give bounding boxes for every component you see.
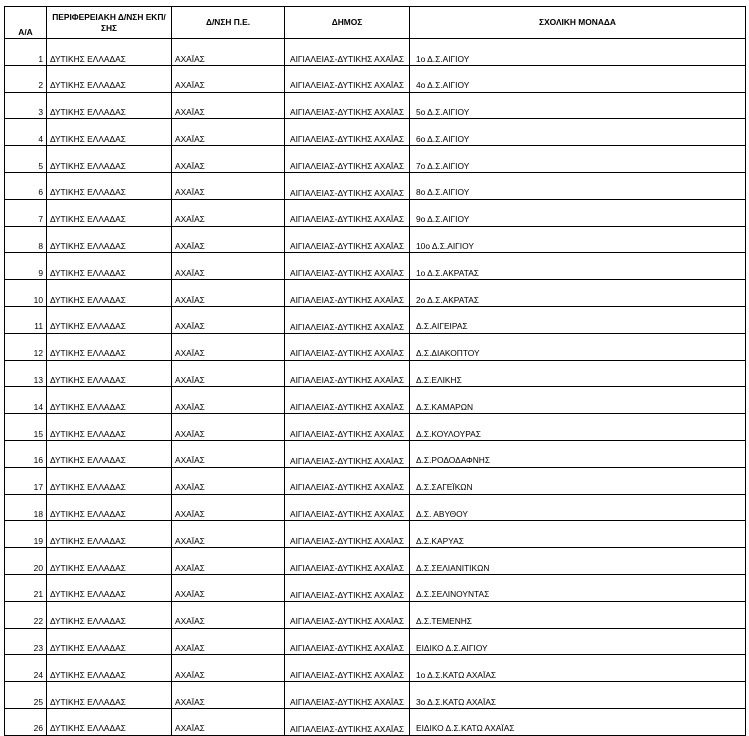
- cell-perifereiaki: ΔΥΤΙΚΗΣ ΕΛΛΑΔΑΣ: [47, 65, 172, 92]
- cell-dimos: ΑΙΓΙΑΛΕΙΑΣ-ΔΥΤΙΚΗΣ ΑΧΑΪΑΣ: [285, 226, 410, 253]
- cell-sxoliki-monada: 9ο Δ.Σ.ΑΙΓΙΟΥ: [410, 199, 746, 226]
- cell-dnsh-pe: ΑΧΑΪΑΣ: [172, 628, 285, 655]
- cell-aa: 25: [5, 682, 47, 709]
- table-row: [5, 521, 746, 548]
- cell-dimos: ΑΙΓΙΑΛΕΙΑΣ-ΔΥΤΙΚΗΣ ΑΧΑΪΑΣ: [285, 521, 410, 548]
- cell-sxoliki-monada: Δ.Σ.ΔΙΑΚΟΠΤΟΥ: [410, 333, 746, 360]
- table-row: [5, 414, 746, 441]
- cell-aa: 9: [5, 253, 47, 280]
- cell-perifereiaki: ΔΥΤΙΚΗΣ ΕΛΛΑΔΑΣ: [47, 548, 172, 575]
- cell-sxoliki-monada: 2ο Δ.Σ.ΑΚΡΑΤΑΣ: [410, 280, 746, 307]
- cell-dimos: ΑΙΓΙΑΛΕΙΑΣ-ΔΥΤΙΚΗΣ ΑΧΑΪΑΣ: [285, 119, 410, 146]
- cell-sxoliki-monada: 4ο Δ.Σ.ΑΙΓΙΟΥ: [410, 65, 746, 92]
- cell-sxoliki-monada: Δ.Σ.ΣΑΓΕΪΚΩΝ: [410, 467, 746, 494]
- cell-dimos: ΑΙΓΙΑΛΕΙΑΣ-ΔΥΤΙΚΗΣ ΑΧΑΪΑΣ: [285, 494, 410, 521]
- cell-sxoliki-monada: Δ.Σ. ΑΒΥΘΟΥ: [410, 494, 746, 521]
- cell-perifereiaki: ΔΥΤΙΚΗΣ ΕΛΛΑΔΑΣ: [47, 306, 172, 333]
- cell-sxoliki-monada: 7ο Δ.Σ.ΑΙΓΙΟΥ: [410, 146, 746, 173]
- cell-sxoliki-monada: 3ο Δ.Σ.ΚΑΤΩ ΑΧΑΪΑΣ: [410, 682, 746, 709]
- cell-dnsh-pe: ΑΧΑΪΑΣ: [172, 574, 285, 601]
- table-row: [5, 548, 746, 575]
- cell-dimos: ΑΙΓΙΑΛΕΙΑΣ-ΔΥΤΙΚΗΣ ΑΧΑΪΑΣ: [285, 39, 410, 66]
- cell-sxoliki-monada: ΕΙΔΙΚΟ Δ.Σ.ΚΑΤΩ ΑΧΑΪΑΣ: [410, 708, 746, 735]
- cell-perifereiaki: ΔΥΤΙΚΗΣ ΕΛΛΑΔΑΣ: [47, 494, 172, 521]
- cell-dimos: ΑΙΓΙΑΛΕΙΑΣ-ΔΥΤΙΚΗΣ ΑΧΑΪΑΣ: [285, 467, 410, 494]
- cell-dimos: ΑΙΓΙΑΛΕΙΑΣ-ΔΥΤΙΚΗΣ ΑΧΑΪΑΣ: [285, 333, 410, 360]
- cell-dimos: ΑΙΓΙΑΛΕΙΑΣ-ΔΥΤΙΚΗΣ ΑΧΑΪΑΣ: [285, 628, 410, 655]
- cell-dimos: ΑΙΓΙΑΛΕΙΑΣ-ΔΥΤΙΚΗΣ ΑΧΑΪΑΣ: [285, 92, 410, 119]
- cell-dimos: ΑΙΓΙΑΛΕΙΑΣ-ΔΥΤΙΚΗΣ ΑΧΑΪΑΣ: [285, 440, 410, 467]
- table-row: [5, 119, 746, 146]
- table-row: [5, 65, 746, 92]
- cell-sxoliki-monada: 8ο Δ.Σ.ΑΙΓΙΟΥ: [410, 172, 746, 199]
- table-row: [5, 467, 746, 494]
- cell-dnsh-pe: ΑΧΑΪΑΣ: [172, 226, 285, 253]
- header-dimos: ΔΗΜΟΣ: [285, 7, 410, 39]
- cell-aa: 14: [5, 387, 47, 414]
- cell-aa: 15: [5, 414, 47, 441]
- table-row: [5, 601, 746, 628]
- cell-dimos: ΑΙΓΙΑΛΕΙΑΣ-ΔΥΤΙΚΗΣ ΑΧΑΪΑΣ: [285, 708, 410, 735]
- cell-dnsh-pe: ΑΧΑΪΑΣ: [172, 199, 285, 226]
- cell-dimos: ΑΙΓΙΑΛΕΙΑΣ-ΔΥΤΙΚΗΣ ΑΧΑΪΑΣ: [285, 146, 410, 173]
- cell-perifereiaki: ΔΥΤΙΚΗΣ ΕΛΛΑΔΑΣ: [47, 440, 172, 467]
- cell-sxoliki-monada: 1ο Δ.Σ.ΚΑΤΩ ΑΧΑΪΑΣ: [410, 655, 746, 682]
- table-row: [5, 387, 746, 414]
- cell-aa: 20: [5, 548, 47, 575]
- table-row: [5, 360, 746, 387]
- cell-dnsh-pe: ΑΧΑΪΑΣ: [172, 387, 285, 414]
- cell-perifereiaki: ΔΥΤΙΚΗΣ ΕΛΛΑΔΑΣ: [47, 574, 172, 601]
- cell-perifereiaki: ΔΥΤΙΚΗΣ ΕΛΛΑΔΑΣ: [47, 628, 172, 655]
- cell-perifereiaki: ΔΥΤΙΚΗΣ ΕΛΛΑΔΑΣ: [47, 467, 172, 494]
- cell-dimos: ΑΙΓΙΑΛΕΙΑΣ-ΔΥΤΙΚΗΣ ΑΧΑΪΑΣ: [285, 172, 410, 199]
- cell-dimos: ΑΙΓΙΑΛΕΙΑΣ-ΔΥΤΙΚΗΣ ΑΧΑΪΑΣ: [285, 280, 410, 307]
- cell-dnsh-pe: ΑΧΑΪΑΣ: [172, 39, 285, 66]
- cell-perifereiaki: ΔΥΤΙΚΗΣ ΕΛΛΑΔΑΣ: [47, 226, 172, 253]
- table-row: [5, 494, 746, 521]
- cell-dnsh-pe: ΑΧΑΪΑΣ: [172, 494, 285, 521]
- cell-dimos: ΑΙΓΙΑΛΕΙΑΣ-ΔΥΤΙΚΗΣ ΑΧΑΪΑΣ: [285, 414, 410, 441]
- table-row: [5, 708, 746, 735]
- cell-dnsh-pe: ΑΧΑΪΑΣ: [172, 682, 285, 709]
- cell-perifereiaki: ΔΥΤΙΚΗΣ ΕΛΛΑΔΑΣ: [47, 146, 172, 173]
- table-row: [5, 655, 746, 682]
- cell-dimos: ΑΙΓΙΑΛΕΙΑΣ-ΔΥΤΙΚΗΣ ΑΧΑΪΑΣ: [285, 574, 410, 601]
- header-dnsh-pe: Δ/ΝΣΗ Π.Ε.: [172, 7, 285, 39]
- table-row: [5, 682, 746, 709]
- table-row: [5, 146, 746, 173]
- cell-dimos: ΑΙΓΙΑΛΕΙΑΣ-ΔΥΤΙΚΗΣ ΑΧΑΪΑΣ: [285, 360, 410, 387]
- cell-aa: 12: [5, 333, 47, 360]
- table-row: [5, 253, 746, 280]
- cell-dnsh-pe: ΑΧΑΪΑΣ: [172, 146, 285, 173]
- cell-dnsh-pe: ΑΧΑΪΑΣ: [172, 360, 285, 387]
- cell-sxoliki-monada: Δ.Σ.ΣΕΛΙΑΝΙΤΙΚΩΝ: [410, 548, 746, 575]
- cell-sxoliki-monada: ΕΙΔΙΚΟ Δ.Σ.ΑΙΓΙΟΥ: [410, 628, 746, 655]
- cell-sxoliki-monada: Δ.Σ.ΚΑΜΑΡΩΝ: [410, 387, 746, 414]
- cell-sxoliki-monada: Δ.Σ.ΚΟΥΛΟΥΡΑΣ: [410, 414, 746, 441]
- cell-dnsh-pe: ΑΧΑΪΑΣ: [172, 280, 285, 307]
- cell-perifereiaki: ΔΥΤΙΚΗΣ ΕΛΛΑΔΑΣ: [47, 414, 172, 441]
- table-row: [5, 280, 746, 307]
- cell-dimos: ΑΙΓΙΑΛΕΙΑΣ-ΔΥΤΙΚΗΣ ΑΧΑΪΑΣ: [285, 548, 410, 575]
- cell-dnsh-pe: ΑΧΑΪΑΣ: [172, 65, 285, 92]
- cell-perifereiaki: ΔΥΤΙΚΗΣ ΕΛΛΑΔΑΣ: [47, 92, 172, 119]
- cell-perifereiaki: ΔΥΤΙΚΗΣ ΕΛΛΑΔΑΣ: [47, 521, 172, 548]
- cell-perifereiaki: ΔΥΤΙΚΗΣ ΕΛΛΑΔΑΣ: [47, 119, 172, 146]
- cell-sxoliki-monada: 1ο Δ.Σ.ΑΚΡΑΤΑΣ: [410, 253, 746, 280]
- cell-aa: 11: [5, 306, 47, 333]
- cell-perifereiaki: ΔΥΤΙΚΗΣ ΕΛΛΑΔΑΣ: [47, 601, 172, 628]
- cell-dnsh-pe: ΑΧΑΪΑΣ: [172, 521, 285, 548]
- cell-dimos: ΑΙΓΙΑΛΕΙΑΣ-ΔΥΤΙΚΗΣ ΑΧΑΪΑΣ: [285, 253, 410, 280]
- table-body: [5, 39, 746, 736]
- cell-sxoliki-monada: Δ.Σ.ΑΙΓΕΙΡΑΣ: [410, 306, 746, 333]
- cell-perifereiaki: ΔΥΤΙΚΗΣ ΕΛΛΑΔΑΣ: [47, 253, 172, 280]
- cell-aa: 10: [5, 280, 47, 307]
- cell-dnsh-pe: ΑΧΑΪΑΣ: [172, 333, 285, 360]
- cell-aa: 18: [5, 494, 47, 521]
- cell-dnsh-pe: ΑΧΑΪΑΣ: [172, 655, 285, 682]
- cell-dimos: ΑΙΓΙΑΛΕΙΑΣ-ΔΥΤΙΚΗΣ ΑΧΑΪΑΣ: [285, 199, 410, 226]
- table-row: [5, 440, 746, 467]
- cell-perifereiaki: ΔΥΤΙΚΗΣ ΕΛΛΑΔΑΣ: [47, 360, 172, 387]
- table-row: [5, 333, 746, 360]
- cell-dnsh-pe: ΑΧΑΪΑΣ: [172, 548, 285, 575]
- table-row: [5, 628, 746, 655]
- cell-perifereiaki: ΔΥΤΙΚΗΣ ΕΛΛΑΔΑΣ: [47, 39, 172, 66]
- cell-sxoliki-monada: Δ.Σ.ΚΑΡΥΑΣ: [410, 521, 746, 548]
- table-row: [5, 306, 746, 333]
- cell-sxoliki-monada: Δ.Σ.ΡΟΔΟΔΑΦΝΗΣ: [410, 440, 746, 467]
- cell-dnsh-pe: ΑΧΑΪΑΣ: [172, 172, 285, 199]
- cell-perifereiaki: ΔΥΤΙΚΗΣ ΕΛΛΑΔΑΣ: [47, 655, 172, 682]
- cell-dnsh-pe: ΑΧΑΪΑΣ: [172, 467, 285, 494]
- cell-perifereiaki: ΔΥΤΙΚΗΣ ΕΛΛΑΔΑΣ: [47, 387, 172, 414]
- cell-dnsh-pe: ΑΧΑΪΑΣ: [172, 92, 285, 119]
- cell-aa: 23: [5, 628, 47, 655]
- cell-perifereiaki: ΔΥΤΙΚΗΣ ΕΛΛΑΔΑΣ: [47, 172, 172, 199]
- cell-aa: 17: [5, 467, 47, 494]
- cell-dnsh-pe: ΑΧΑΪΑΣ: [172, 440, 285, 467]
- cell-dnsh-pe: ΑΧΑΪΑΣ: [172, 253, 285, 280]
- header-aa: Α/Α: [5, 7, 47, 39]
- table-row: [5, 226, 746, 253]
- cell-dimos: ΑΙΓΙΑΛΕΙΑΣ-ΔΥΤΙΚΗΣ ΑΧΑΪΑΣ: [285, 387, 410, 414]
- header-perifereiaki: ΠΕΡΙΦΕΡΕΙΑΚΗ Δ/ΝΣΗ ΕΚΠ/ΣΗΣ: [47, 7, 172, 39]
- cell-sxoliki-monada: Δ.Σ.ΕΛΙΚΗΣ: [410, 360, 746, 387]
- cell-aa: 13: [5, 360, 47, 387]
- cell-aa: 24: [5, 655, 47, 682]
- cell-aa: 4: [5, 119, 47, 146]
- table-row: [5, 199, 746, 226]
- cell-aa: 2: [5, 65, 47, 92]
- school-units-table: [4, 6, 746, 736]
- cell-aa: 22: [5, 601, 47, 628]
- header-sxoliki-monada: ΣΧΟΛΙΚΗ ΜΟΝΑΔΑ: [410, 7, 746, 39]
- cell-aa: 16: [5, 440, 47, 467]
- cell-dimos: ΑΙΓΙΑΛΕΙΑΣ-ΔΥΤΙΚΗΣ ΑΧΑΪΑΣ: [285, 306, 410, 333]
- table-row: [5, 574, 746, 601]
- cell-perifereiaki: ΔΥΤΙΚΗΣ ΕΛΛΑΔΑΣ: [47, 280, 172, 307]
- cell-aa: 1: [5, 39, 47, 66]
- cell-dimos: ΑΙΓΙΑΛΕΙΑΣ-ΔΥΤΙΚΗΣ ΑΧΑΪΑΣ: [285, 65, 410, 92]
- cell-aa: 26: [5, 708, 47, 735]
- cell-aa: 6: [5, 172, 47, 199]
- cell-dimos: ΑΙΓΙΑΛΕΙΑΣ-ΔΥΤΙΚΗΣ ΑΧΑΪΑΣ: [285, 682, 410, 709]
- cell-dimos: ΑΙΓΙΑΛΕΙΑΣ-ΔΥΤΙΚΗΣ ΑΧΑΪΑΣ: [285, 601, 410, 628]
- cell-dnsh-pe: ΑΧΑΪΑΣ: [172, 306, 285, 333]
- cell-sxoliki-monada: 10ο Δ.Σ.ΑΙΓΙΟΥ: [410, 226, 746, 253]
- cell-perifereiaki: ΔΥΤΙΚΗΣ ΕΛΛΑΔΑΣ: [47, 708, 172, 735]
- table-header-row: [5, 7, 746, 39]
- cell-sxoliki-monada: Δ.Σ.ΣΕΛΙΝΟΥΝΤΑΣ: [410, 574, 746, 601]
- cell-perifereiaki: ΔΥΤΙΚΗΣ ΕΛΛΑΔΑΣ: [47, 682, 172, 709]
- cell-aa: 5: [5, 146, 47, 173]
- cell-aa: 8: [5, 226, 47, 253]
- cell-sxoliki-monada: Δ.Σ.ΤΕΜΕΝΗΣ: [410, 601, 746, 628]
- cell-perifereiaki: ΔΥΤΙΚΗΣ ΕΛΛΑΔΑΣ: [47, 333, 172, 360]
- cell-dnsh-pe: ΑΧΑΪΑΣ: [172, 601, 285, 628]
- cell-aa: 21: [5, 574, 47, 601]
- cell-dimos: ΑΙΓΙΑΛΕΙΑΣ-ΔΥΤΙΚΗΣ ΑΧΑΪΑΣ: [285, 655, 410, 682]
- table-row: [5, 39, 746, 66]
- cell-aa: 3: [5, 92, 47, 119]
- cell-perifereiaki: ΔΥΤΙΚΗΣ ΕΛΛΑΔΑΣ: [47, 199, 172, 226]
- cell-aa: 19: [5, 521, 47, 548]
- table-row: [5, 172, 746, 199]
- cell-dnsh-pe: ΑΧΑΪΑΣ: [172, 414, 285, 441]
- table-row: [5, 92, 746, 119]
- cell-aa: 7: [5, 199, 47, 226]
- cell-sxoliki-monada: 1ο Δ.Σ.ΑΙΓΙΟΥ: [410, 39, 746, 66]
- cell-dnsh-pe: ΑΧΑΪΑΣ: [172, 119, 285, 146]
- school-list-sheet: [4, 6, 746, 736]
- cell-sxoliki-monada: 6ο Δ.Σ.ΑΙΓΙΟΥ: [410, 119, 746, 146]
- cell-sxoliki-monada: 5ο Δ.Σ.ΑΙΓΙΟΥ: [410, 92, 746, 119]
- cell-dnsh-pe: ΑΧΑΪΑΣ: [172, 708, 285, 735]
